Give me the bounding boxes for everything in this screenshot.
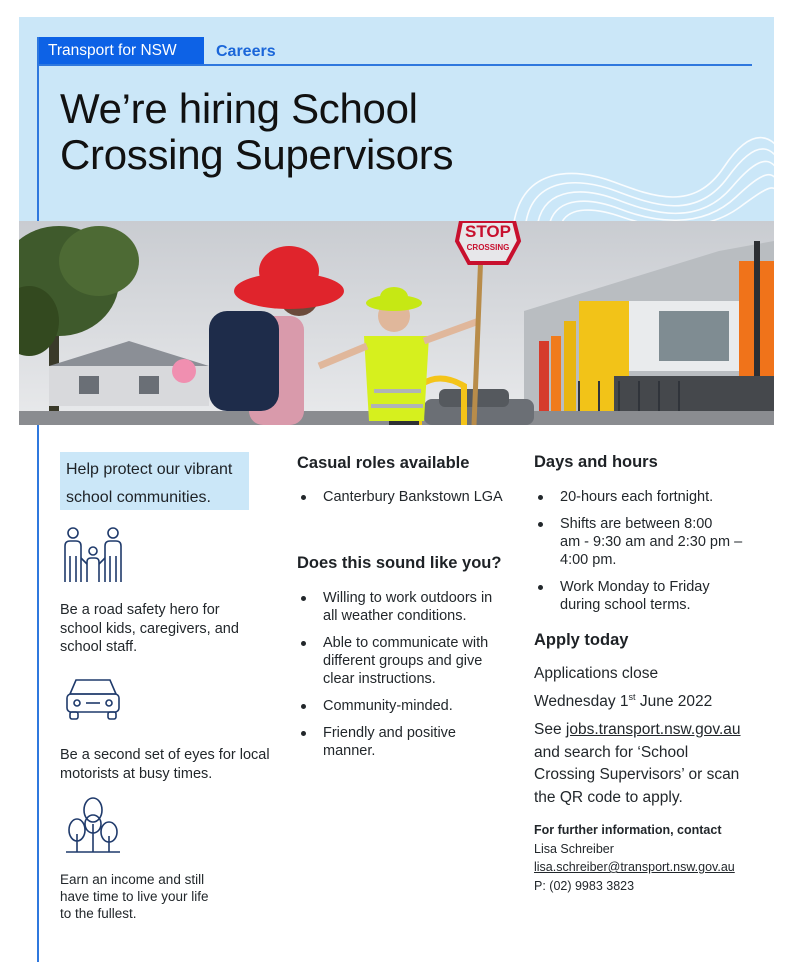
title-line-1: We’re hiring School bbox=[60, 85, 418, 132]
jobs-link[interactable]: jobs.transport.nsw.gov.au bbox=[565, 721, 741, 738]
benefit-text-1 bbox=[60, 601, 239, 657]
hours-2-line-1: Shifts are between 8:00 bbox=[560, 516, 713, 532]
careers-label: Careers bbox=[216, 43, 276, 60]
wave-lines-decoration bbox=[504, 127, 774, 222]
callout-box bbox=[60, 452, 249, 510]
benefit-1-line-3: school staff. bbox=[60, 639, 138, 655]
benefit-text-2 bbox=[60, 746, 270, 783]
fit-1-line-2: all weather conditions. bbox=[323, 608, 467, 624]
fit-2-line-1: Able to communicate with bbox=[323, 635, 489, 651]
contact-name: Lisa Schreiber bbox=[534, 841, 614, 856]
callout-line-2: school communities. bbox=[66, 489, 211, 506]
apply-line-4: the QR code to apply. bbox=[534, 788, 683, 806]
stop-sign bbox=[457, 221, 519, 263]
close-line-1: Applications close bbox=[534, 665, 659, 682]
contact-label: For further information, contact bbox=[534, 823, 722, 837]
list-item bbox=[297, 634, 527, 688]
apply-line-2: and search for ‘School bbox=[534, 743, 689, 761]
benefit-3-line-1: Earn an income and still bbox=[60, 872, 205, 887]
benefit-2-line-2: motorists at busy times. bbox=[60, 765, 213, 782]
benefit-text-3 bbox=[60, 871, 209, 922]
trees-icon bbox=[64, 796, 122, 856]
roles-heading: Casual roles available bbox=[297, 454, 470, 472]
callout-line-1: Help protect our vibrant bbox=[66, 461, 233, 478]
hours-2-line-2: am - 9:30 am and 2:30 pm – bbox=[560, 534, 743, 550]
contact-block bbox=[534, 821, 735, 895]
header-rule bbox=[38, 64, 752, 66]
benefit-3-line-2: have time to live your life bbox=[60, 889, 209, 904]
list-item bbox=[534, 578, 764, 614]
hours-2-line-3: 4:00 pm. bbox=[560, 552, 617, 568]
apply-instructions bbox=[534, 719, 741, 809]
hours-list bbox=[534, 488, 764, 623]
fit-4-line-2: manner. bbox=[323, 743, 376, 759]
sign-text-stop: STOP bbox=[465, 222, 511, 241]
benefit-1-line-1: Be a road safety hero for bbox=[60, 602, 220, 618]
hours-3-line-1: Work Monday to Friday bbox=[560, 579, 710, 595]
fit-heading: Does this sound like you? bbox=[297, 554, 502, 572]
list-item bbox=[534, 488, 764, 506]
applications-close bbox=[534, 663, 712, 713]
benefit-1-line-2: school kids, caregivers, and bbox=[60, 620, 239, 637]
margin-rule bbox=[37, 37, 39, 962]
close-date-rest: June 2022 bbox=[635, 692, 713, 710]
close-superscript: st bbox=[628, 691, 636, 702]
apply-heading: Apply today bbox=[534, 631, 629, 649]
list-item bbox=[297, 589, 527, 625]
fit-1-line-1: Willing to work outdoors in bbox=[323, 590, 493, 606]
hero-photo bbox=[19, 221, 774, 425]
benefit-2-line-1: Be a second set of eyes for local bbox=[60, 747, 270, 763]
sign-text-crossing: CROSSING bbox=[466, 243, 510, 252]
page-title bbox=[60, 86, 453, 178]
benefit-3-line-3: to the fullest. bbox=[60, 906, 137, 921]
car-icon bbox=[64, 676, 122, 722]
family-icon bbox=[62, 526, 124, 584]
list-item bbox=[297, 724, 527, 760]
roles-list bbox=[297, 488, 527, 515]
hours-1-line-1: 20-hours each fortnight. bbox=[560, 489, 714, 505]
title-line-2: Crossing Supervisors bbox=[60, 131, 454, 178]
close-day: Wednesday 1 bbox=[534, 692, 629, 710]
fit-2-line-2: different groups and give bbox=[323, 653, 483, 669]
hours-heading: Days and hours bbox=[534, 453, 658, 471]
hours-3-line-2: during school terms. bbox=[560, 597, 691, 613]
see-prefix: See bbox=[534, 721, 566, 738]
apply-line-3: Crossing Supervisors’ or scan bbox=[534, 766, 740, 783]
contact-phone: P: (02) 9983 3823 bbox=[534, 878, 635, 893]
list-item: Canterbury Bankstown LGA bbox=[297, 488, 527, 506]
fit-2-line-3: clear instructions. bbox=[323, 671, 436, 687]
fit-list bbox=[297, 589, 527, 769]
brand-tag: Transport for NSW bbox=[38, 37, 204, 65]
contact-email-link[interactable]: lisa.schreiber@transport.nsw.gov.au bbox=[534, 860, 735, 874]
list-item bbox=[297, 697, 527, 715]
fit-4-line-1: Friendly and positive bbox=[323, 725, 456, 741]
list-item bbox=[534, 515, 764, 569]
fit-3-line-1: Community-minded. bbox=[323, 698, 453, 714]
